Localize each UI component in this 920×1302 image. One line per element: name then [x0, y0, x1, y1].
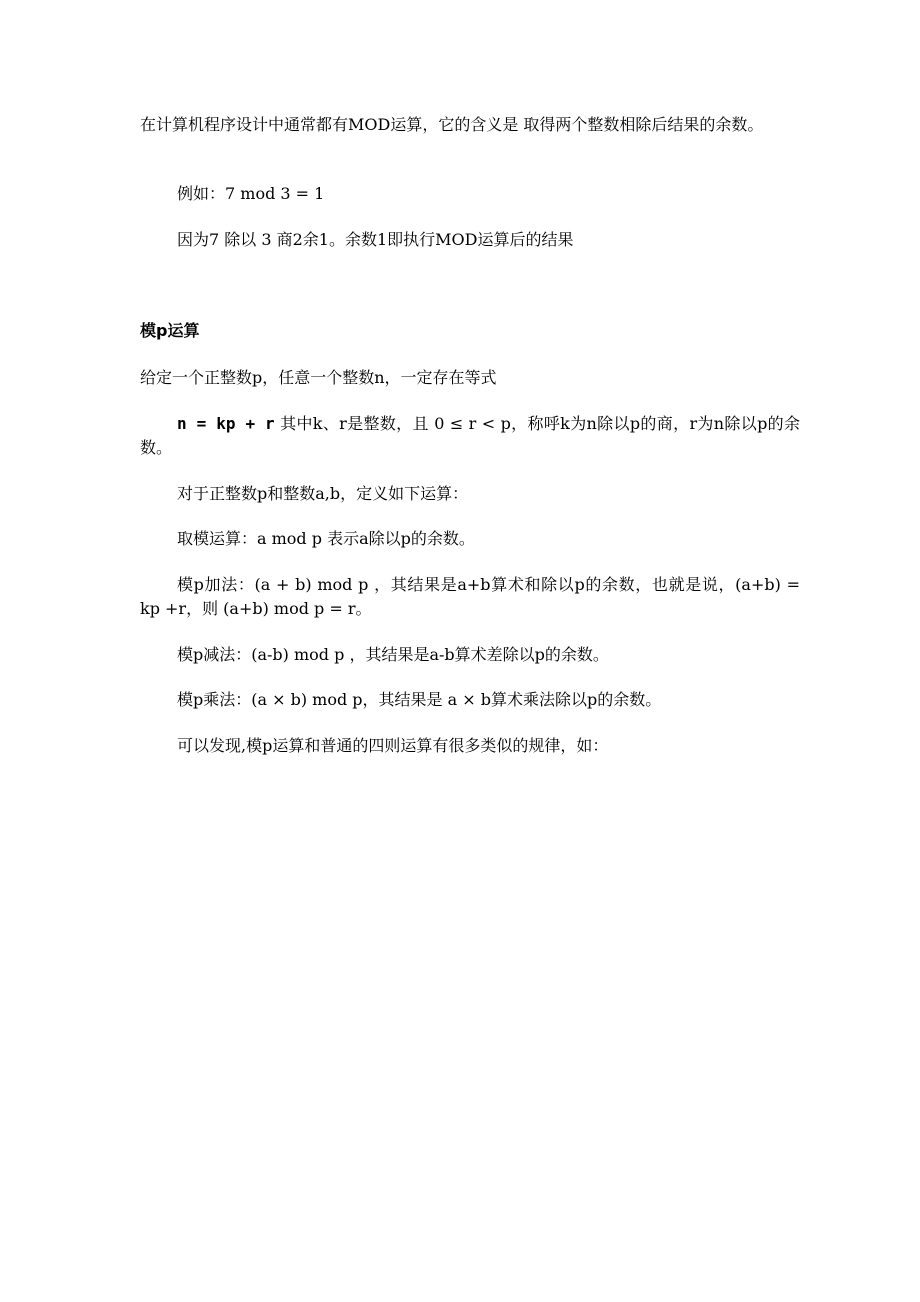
operations-intro-paragraph: 对于正整数p和整数a,b，定义如下运算： — [177, 484, 469, 503]
definition-paragraph: 给定一个正整数p，任意一个整数n，一定存在等式 — [140, 368, 497, 387]
section-heading: 模p运算 — [140, 321, 200, 340]
equation-formula: n = kp + r — [177, 414, 275, 433]
mod-operation-paragraph: 取模运算：a mod p 表示a除以p的余数。 — [177, 529, 475, 548]
mod-multiplication-paragraph: 模p乘法：(a × b) mod p，其结果是 a × b算术乘法除以p的余数。 — [177, 690, 662, 709]
equation-paragraph — [140, 412, 800, 460]
mod-subtraction-paragraph: 模p减法：(a-b) mod p ，其结果是a-b算术差除以p的余数。 — [177, 645, 609, 664]
intro-paragraph: 在计算机程序设计中通常都有MOD运算，它的含义是 取得两个整数相除后结果的余数。 — [140, 115, 764, 134]
conclusion-paragraph: 可以发现,模p运算和普通的四则运算有很多类似的规律，如： — [177, 736, 609, 755]
explanation-paragraph: 因为7 除以 3 商2余1。余数1即执行MOD运算后的结果 — [177, 230, 574, 249]
mod-addition-paragraph: 模p加法：(a + b) mod p ，其结果是a+b算术和除以p的余数，也就是说，(a+b) = kp +r，则 (a+b) mod p = r。 — [140, 575, 800, 618]
example-paragraph: 例如：7 mod 3 = 1 — [177, 184, 325, 203]
equation-description: 其中k、r是整数，且 0 ≤ r < p，称呼k为n除以p的商，r为n除以p的余数。 — [140, 414, 801, 457]
